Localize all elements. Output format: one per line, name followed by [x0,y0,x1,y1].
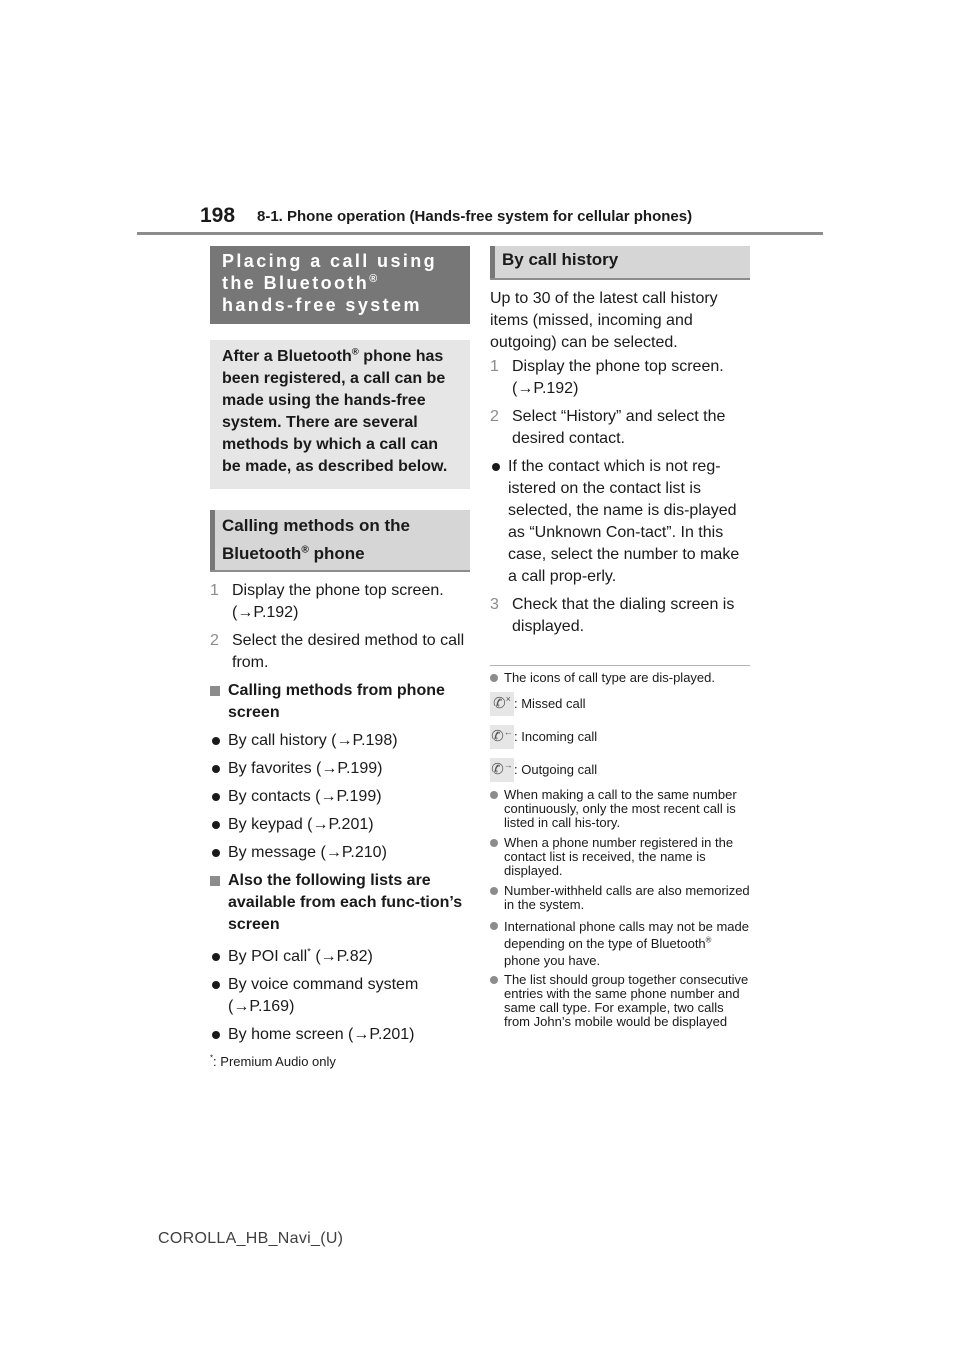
missed-call-row: ✆× : Missed call [490,692,750,716]
page-number: 198 [200,204,236,227]
main-heading: Placing a call using the Bluetooth® hands-free system [210,246,470,324]
note-same-number: When making a call to the same number continuously, only the most recent call is listed in call his-tory. [490,788,750,830]
incoming-call-icon: ✆← [490,725,514,749]
note-icons-intro: The icons of call type are dis-played. [490,671,750,685]
list-item: By favorites (→P.199) [210,758,470,780]
step-3: 3 Check that the dialing screen is displayed. [490,596,735,635]
step-2: 2 Select “History” and select the desired contact. [490,408,726,447]
notes-divider [490,665,750,666]
header-rule [137,232,823,235]
subhead-other-lists: Also the following lists are available from each func-tion’s screen [210,870,470,936]
call-history-intro: Up to 30 of the latest call history items (missed, incoming and outgoing) can be selected. [490,290,718,351]
section-heading-calling-methods: Calling methods on the Bluetooth® phone [210,510,470,572]
list-item: By call history (→P.198) [210,730,470,752]
footnote: *: Premium Audio only [210,1053,336,1069]
step-1: 1 Display the phone top screen. (→P.192) [490,358,724,397]
subhead-phone-screen: Calling methods from phone screen [210,680,470,724]
section-title: 8-1. Phone operation (Hands-free system for cellular phones) [257,208,693,225]
list-item: If the contact which is not reg-istered on the contact list is selected, the name is dis-played as “Unknown Con-tact”. In this case, select the number to make a call prop-erly. [490,456,750,588]
list-item: By message (→P.210) [210,842,470,864]
right-column [490,246,750,1029]
footer-model-code: COROLLA_HB_Navi_(U) [158,1230,344,1247]
section-heading-call-history: By call history [490,246,750,280]
step-2: 2 Select the desired method to call from. [210,632,465,671]
list-item: By contacts (→P.199) [210,786,470,808]
outgoing-call-row: ✆→ : Outgoing call [490,758,750,782]
note-grouping: The list should group together consecutive entries with the same phone number and same call type. For example, two calls from John’s mobile would be displayed [490,973,750,1029]
note-withheld: Number-withheld calls are also memorized in the system. [490,884,750,912]
note-international: International phone calls may not be made depending on the type of Bluetooth® phone you have. [490,918,750,969]
outgoing-call-icon: ✆→ [490,758,514,782]
list-item: By keypad (→P.201) [210,814,470,836]
note-registered-number: When a phone number registered in the contact list is received, the name is displayed. [490,836,750,878]
list-item: By voice command system (→P.169) [210,974,470,1018]
missed-call-icon: ✆× [490,692,514,716]
left-column [210,246,470,1070]
intro-box: After a Bluetooth® phone has been registered, a call can be made using the hands-free system. There are several methods by which a call can be made, as described below. [210,340,470,489]
list-item: By POI call* (→P.82) [210,946,470,968]
step-1: 1 Display the phone top screen. (→P.192) [210,582,444,621]
list-item: By home screen (→P.201) [210,1024,470,1046]
incoming-call-row: ✆← : Incoming call [490,725,750,749]
